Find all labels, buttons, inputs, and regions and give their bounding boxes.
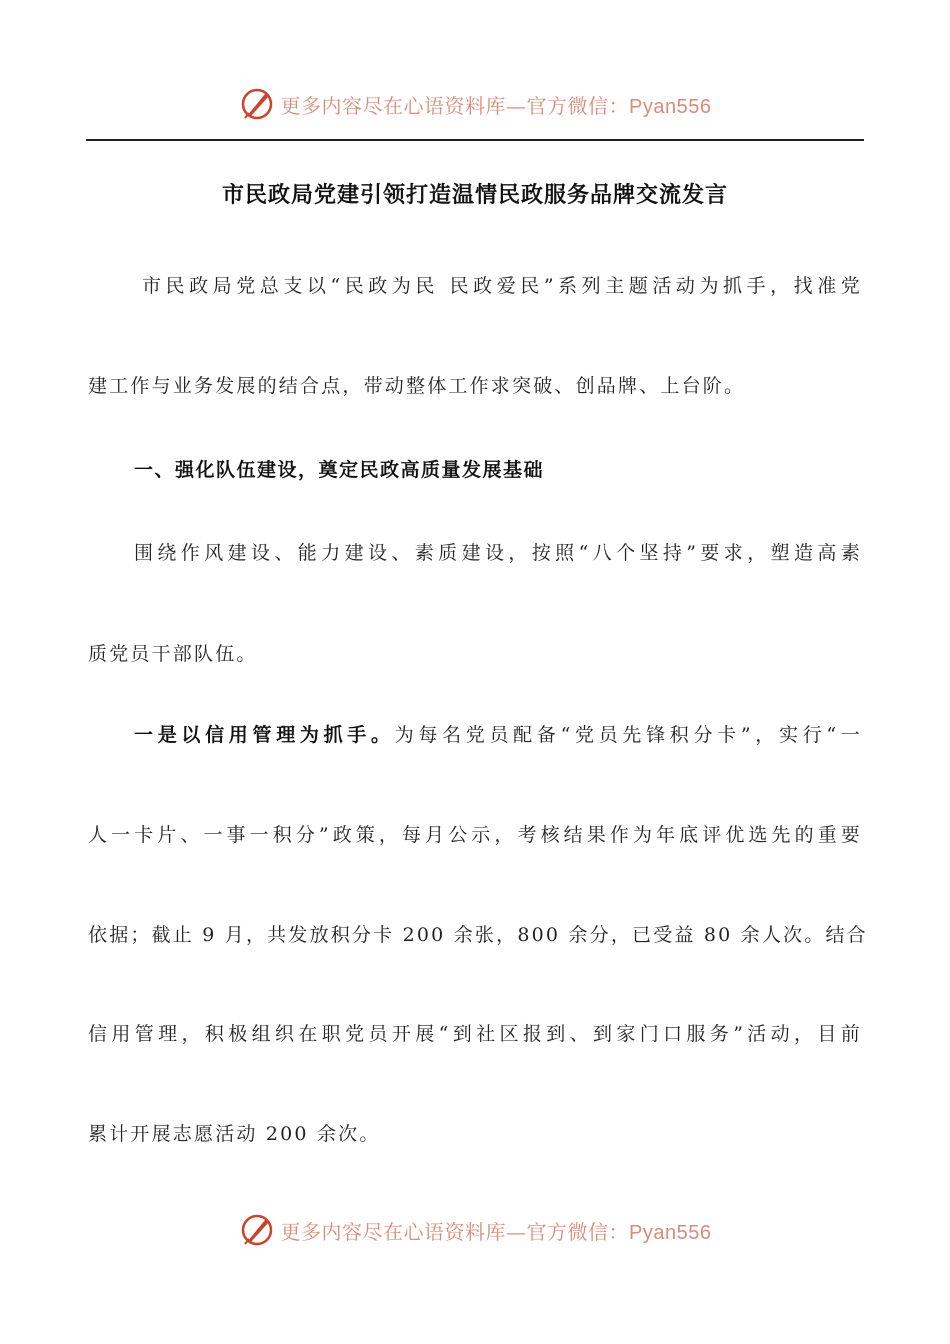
header-wechat-id: Pyan556	[629, 95, 712, 118]
item-1-line-4: 信用管理，积极组织在职党员开展“到社区报到、到家门口服务”活动，目前	[88, 1023, 862, 1045]
document-title: 市民政局党建引领打造温情民政服务品牌交流发言	[221, 182, 728, 208]
intro-line-1: 市民政局党总支以“民政为民 民政爱民”系列主题活动为抓手，找准党	[142, 275, 862, 297]
section-1-line-1: 围绕作风建设、能力建设、素质建设，按照“八个坚持”要求，塑造高素	[134, 542, 862, 564]
item-1-line-3: 依据；截止 9 月，共发放积分卡 200 余张，800 余分，已受益 80 余人次。结合	[88, 924, 868, 946]
section-1-line-2: 质党员干部队伍。	[88, 643, 258, 665]
item-1-line-1	[134, 721, 862, 749]
header-banner-text: 更多内容尽在心语资料库—官方微信：Pyan556	[280, 93, 712, 118]
item-1-line-5: 累计开展志愿活动 200 余次。	[88, 1123, 381, 1145]
header-banner	[0, 84, 950, 124]
section-1-heading: 一、强化队伍建设，奠定民政高质量发展基础	[134, 459, 545, 481]
footer-banner	[0, 1210, 950, 1250]
item-1-lead: 一是以信用管理为抓手。	[134, 724, 395, 746]
quill-pen-logo-icon	[239, 1212, 275, 1248]
footer-wechat-id: Pyan556	[629, 1221, 712, 1244]
header-divider	[86, 139, 864, 141]
item-1-line-1-rest: 为每名党员配备“党员先锋积分卡”，实行“一	[394, 724, 862, 746]
intro-line-2: 建工作与业务发展的结合点，带动整体工作求突破、创品牌、上台阶。	[88, 375, 746, 397]
footer-banner-text: 更多内容尽在心语资料库—官方微信：Pyan556	[280, 1219, 712, 1244]
quill-pen-logo-icon	[239, 86, 275, 122]
item-1-line-2: 人一卡片、一事一积分”政策，每月公示，考核结果作为年底评优选先的重要	[88, 824, 862, 846]
